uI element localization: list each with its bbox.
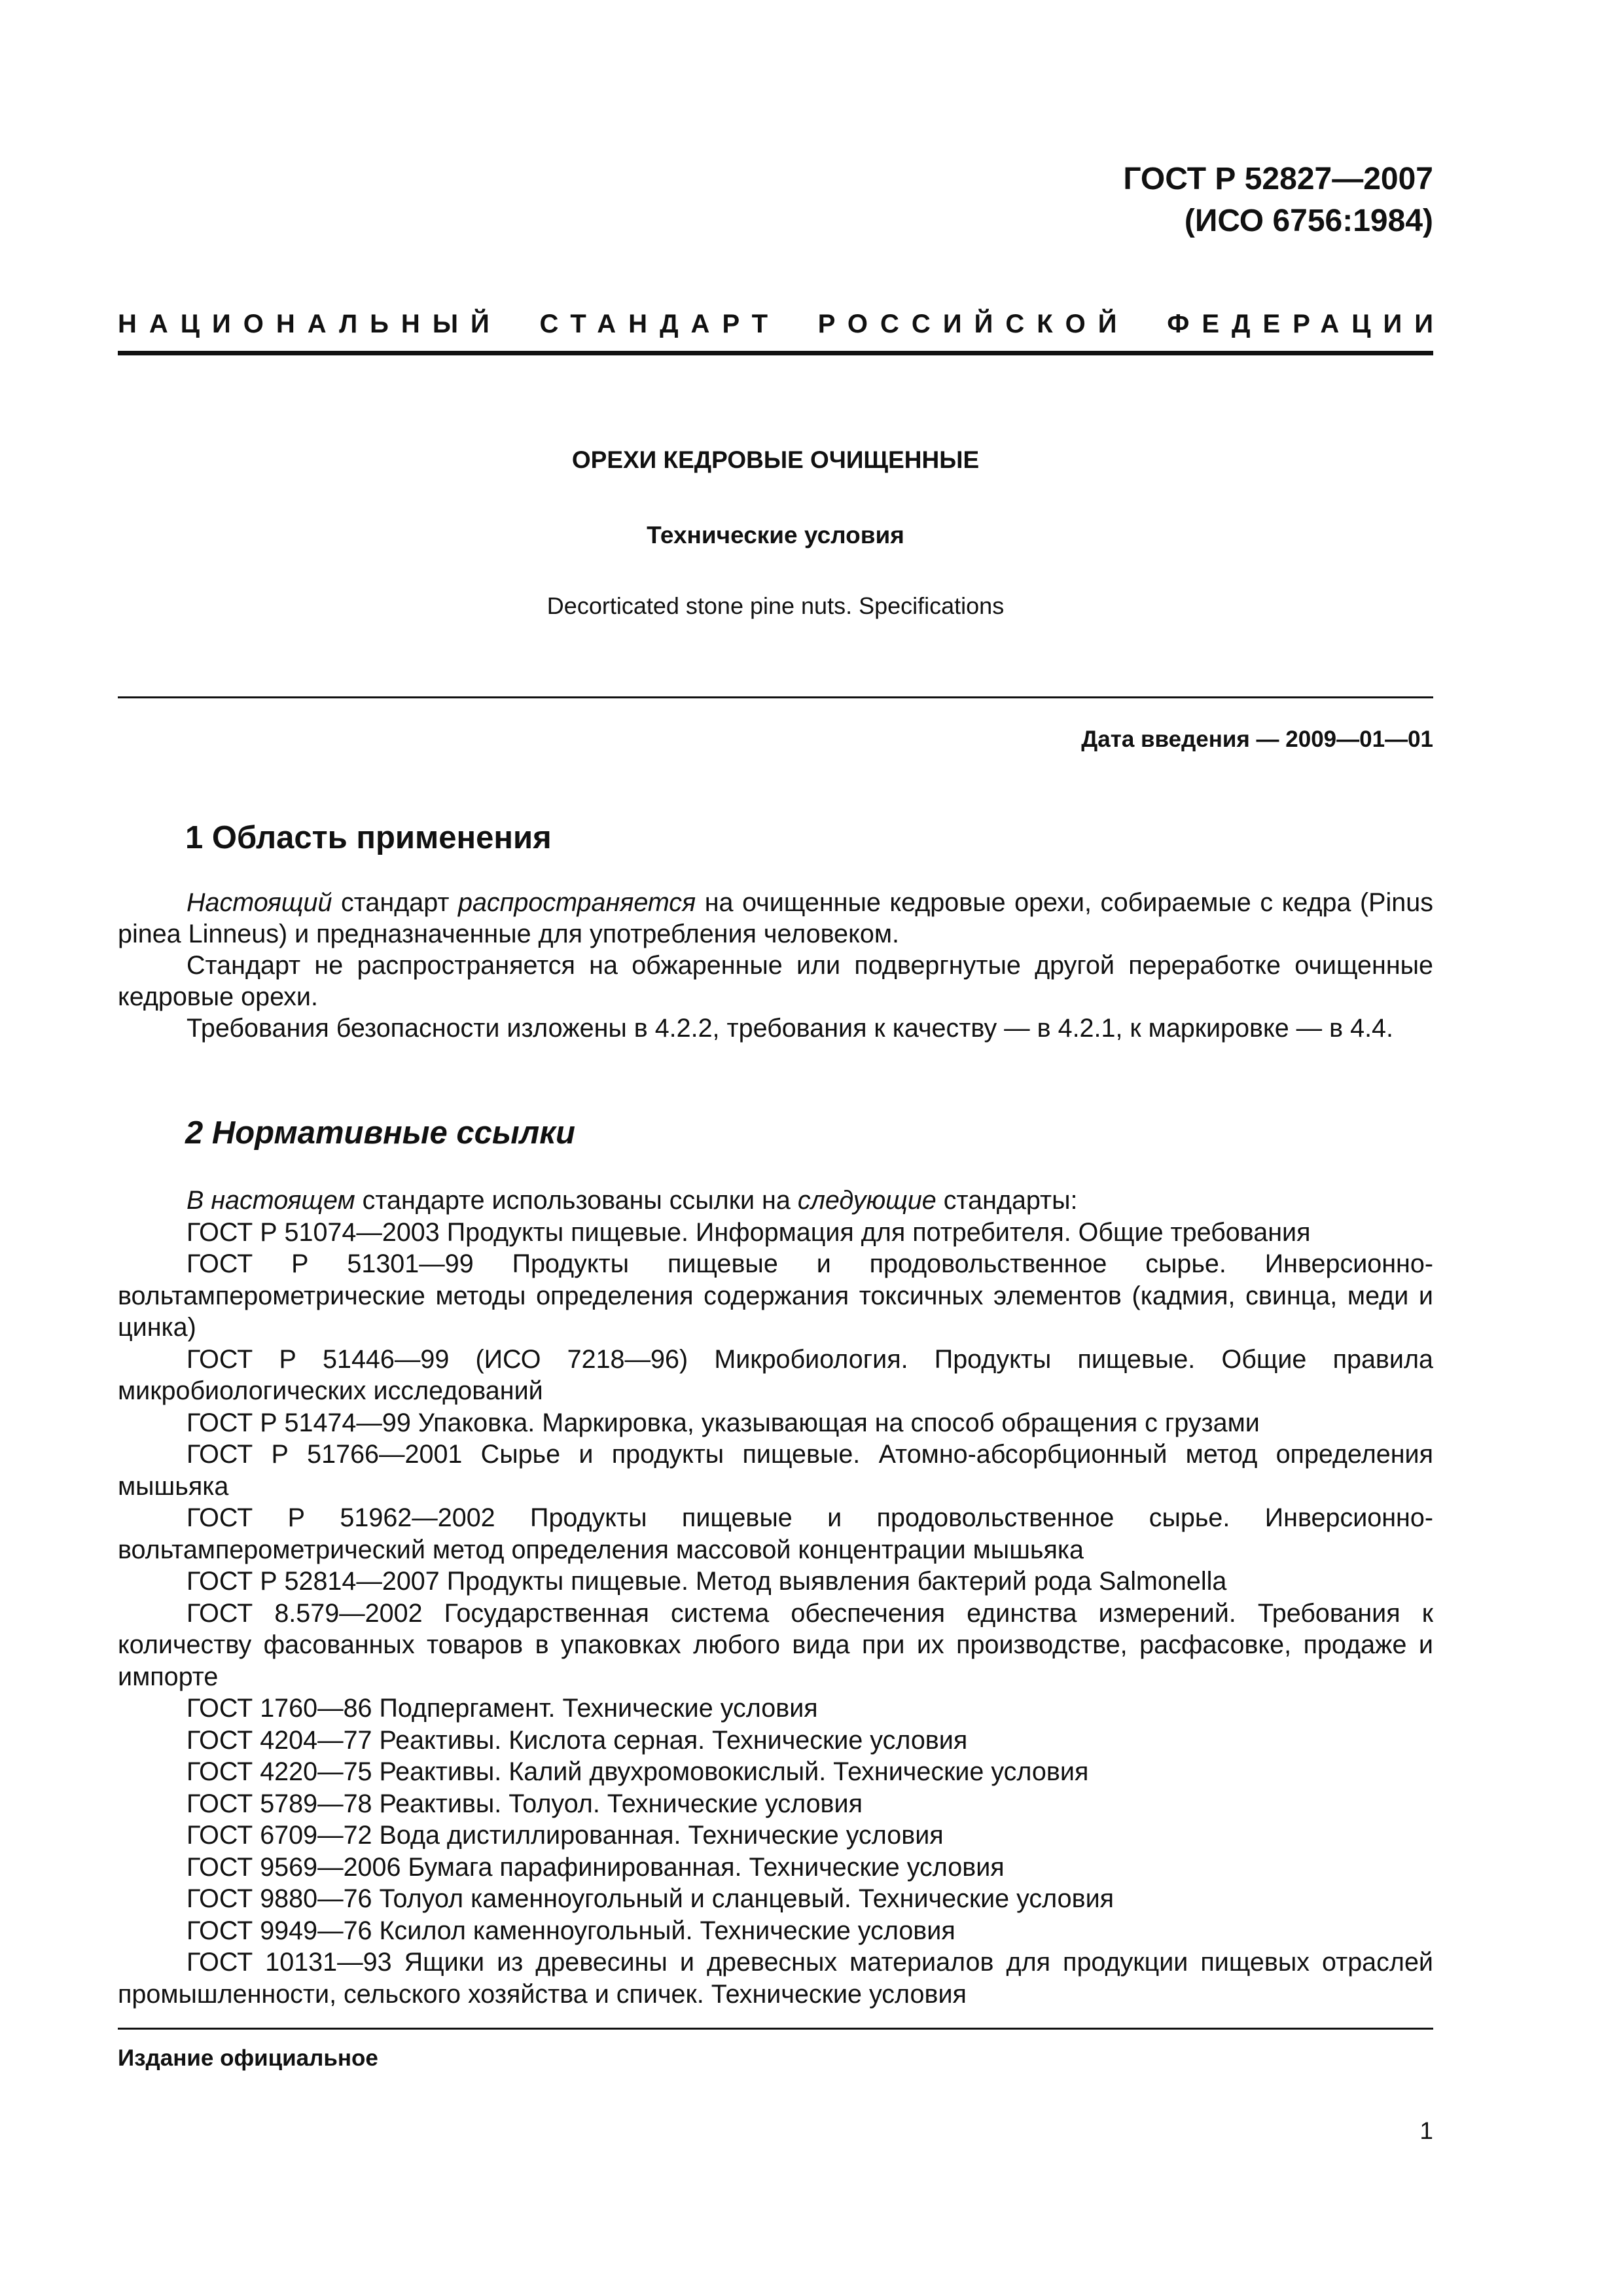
section-1-paragraph-3: Требования безопасности изложены в 4.2.2, требования к качеству — в 4.2.1, к маркировке — в 4.4.	[187, 1014, 1394, 1043]
document-subtitle: Технические условия	[647, 522, 904, 548]
text-fragment: стандарте использованы ссылки на	[355, 1186, 798, 1215]
text-fragment: стандарт	[332, 888, 458, 917]
header-divider	[118, 351, 1433, 355]
reference-item: ГОСТ 10131—93 Ящики из древесины и древесных материалов для продукции пищевых отраслей промышленности, сельского хозяйства и спичек. Технические условия	[118, 1948, 1433, 2009]
reference-item: ГОСТ 9949—76 Ксилол каменноугольный. Технические условия	[187, 1916, 955, 1945]
section-1-paragraph-2: Стандарт не распространяется на обжаренные или подвергнутые другой переработке очищенные кедровые орехи.	[118, 951, 1433, 1011]
references-intro	[118, 1185, 1433, 1217]
standard-code-line2: (ИСО 6756:1984)	[1184, 204, 1433, 238]
section-2-body	[118, 1185, 1433, 2010]
reference-item: ГОСТ 4220—75 Реактивы. Калий двухромовокислый. Технические условия	[187, 1757, 1089, 1786]
section-2-heading: 2 Нормативные ссылки	[185, 1115, 575, 1151]
official-edition-label: Издание официальное	[118, 2045, 378, 2071]
text-fragment: Настоящий	[187, 888, 332, 917]
reference-item: ГОСТ Р 51446—99 (ИСО 7218—96) Микробиология. Продукты пищевые. Общие правила микробиологических исследований	[118, 1344, 1433, 1405]
reference-item: ГОСТ Р 51474—99 Упаковка. Маркировка, указывающая на способ обращения с грузами	[187, 1408, 1260, 1437]
reference-item: ГОСТ Р 52814—2007 Продукты пищевые. Метод выявления бактерий рода Salmonella	[187, 1567, 1227, 1596]
document-title-english: Decorticated stone pine nuts. Specifications	[546, 592, 1005, 619]
text-fragment: В настоящем	[187, 1186, 355, 1215]
reference-item: ГОСТ 4204—77 Реактивы. Кислота серная. Технические условия	[187, 1725, 968, 1755]
national-word-2: СТАНДАРТ	[539, 309, 781, 338]
standard-code	[1123, 158, 1433, 242]
document-title: ОРЕХИ КЕДРОВЫЕ ОЧИЩЕННЫЕ	[571, 446, 980, 473]
reference-item: ГОСТ Р 51962—2002 Продукты пищевые и продовольственное сырье. Инверсионно-вольтамперометрический метод определения массовой концентрации мышьяка	[118, 1503, 1433, 1564]
reference-item: ГОСТ Р 51766—2001 Сырье и продукты пищевые. Атомно-абсорбционный метод определения мышьяка	[118, 1440, 1433, 1501]
reference-item: ГОСТ Р 51301—99 Продукты пищевые и продовольственное сырье. Инверсионно-вольтамперометрические методы определения содержания токсичных элементов (кадмия, свинца, меди и цинка)	[118, 1249, 1433, 1342]
reference-item: ГОСТ 9880—76 Толуол каменноугольный и сланцевый. Технические условия	[187, 1884, 1115, 1913]
section-1-paragraph-1	[118, 887, 1433, 950]
reference-item: ГОСТ 6709—72 Вода дистиллированная. Технические условия	[187, 1821, 944, 1850]
text-fragment: распространяется	[457, 888, 696, 917]
national-word-3: РОССИЙСКОЙ	[817, 309, 1130, 338]
text-fragment: на очищенные кедровые орехи, собираемые с кедра (Pinus pinea Linneus) и предназначенные для употребления человеком.	[118, 888, 1433, 948]
national-word-4: ФЕДЕРАЦИИ	[1167, 309, 1446, 338]
introduction-date: Дата введения — 2009—01—01	[1081, 726, 1433, 752]
national-word-1: НАЦИОНАЛЬНЫЙ	[118, 309, 502, 338]
title-divider	[118, 696, 1433, 698]
national-standard-title	[118, 304, 1446, 344]
page-number: 1	[1419, 2117, 1433, 2144]
text-fragment: следующие	[797, 1186, 936, 1215]
reference-item: ГОСТ 8.579—2002 Государственная система обеспечения единства измерений. Требования к количеству фасованных товаров в упаковках любого вида при их производстве, расфасовке, продаже и импорте	[118, 1598, 1433, 1691]
standard-code-line1: ГОСТ Р 52827—2007	[1123, 162, 1433, 196]
footer-divider	[118, 2028, 1433, 2030]
reference-item: ГОСТ 9569—2006 Бумага парафинированная. Технические условия	[187, 1852, 1005, 1882]
reference-item: ГОСТ Р 51074—2003 Продукты пищевые. Информация для потребителя. Общие требования	[187, 1217, 1311, 1247]
reference-item: ГОСТ 1760—86 Подпергамент. Технические условия	[187, 1694, 818, 1723]
section-1-body	[118, 887, 1433, 1044]
text-fragment: стандарты:	[936, 1186, 1078, 1215]
reference-item: ГОСТ 5789—78 Реактивы. Толуол. Технические условия	[187, 1789, 863, 1818]
section-1-heading: 1 Область применения	[185, 820, 552, 855]
